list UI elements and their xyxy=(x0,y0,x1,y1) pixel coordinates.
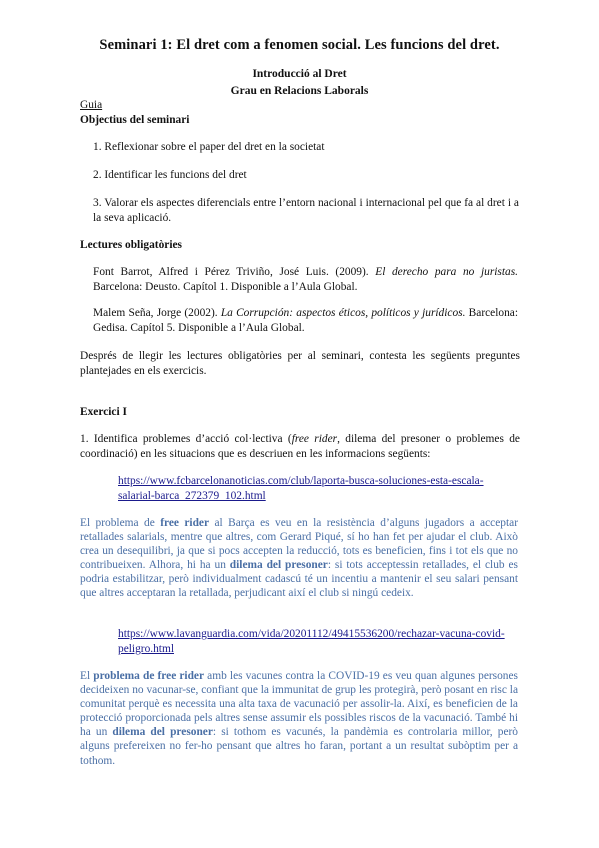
instructions-text: Després de llegir les lectures obligatòries per al seminari, contesta les següents preguntes plantejades en els exercicis. xyxy=(80,350,520,377)
answer-text: El problema de free rider al Barça es veu en la resistència d’alguns jugadors a acceptar retallades salarials, mentre que altres, com Gerard Piqué, sí ho han fet per ajudar el club. Això crea un desequilibri, ja que si pocs accepten la reducció, tots es beneficien, fins i tot els que no contribueixen. Alhora, hi ha un dilema del presoner: si tots acceptessin retallades, el club es podria estabilitzar, però individualment cadascú té un incentiu a mantenir el seu salari pensant que altres acceptaran la retallada, perjudicant així el club si ningú cedeix. xyxy=(80,517,518,600)
reading-authors: Font Barrot, Alfred i Pérez Triviño, José Luis. (2009). xyxy=(93,266,376,278)
objective-item: 3. Valorar els aspectes diferencials entre l’entorn nacional i internacional pel que fa al dret i a la seva aplicació. xyxy=(93,197,519,224)
news-link-lavanguardia[interactable]: https://www.lavanguardia.com/vida/20201112/49415536200/rechazar-vacuna-covid-peligro.html xyxy=(118,628,505,655)
prisoners-dilemma-term: dilema del presoner xyxy=(229,559,328,572)
course-name: Introducció al Dret xyxy=(252,68,347,80)
guia-label: Guia xyxy=(80,99,103,111)
reading-title: La Corrupción: aspectos éticos, políticos y jurídicos. xyxy=(220,307,466,319)
reading-reference xyxy=(93,265,518,295)
free-rider-term: free rider xyxy=(160,517,210,529)
reading-details: Barcelona: Gedisa. Capítol 5. Disponible a l’Aula Global. xyxy=(93,307,518,334)
degree-name: Grau en Relacions Laborals xyxy=(230,85,369,97)
document-title: Seminari 1: El dret com a fenomen social. Les funcions del dret. xyxy=(99,37,500,53)
reading-title: El derecho para no juristas. xyxy=(375,266,518,278)
prisoners-dilemma-term: dilema del presoner xyxy=(112,726,213,739)
news-link-fcbarcelona[interactable]: https://www.fcbarcelonanoticias.com/club/laporta-busca-soluciones-esta-escala-salarial-barca_272379_102.html xyxy=(118,475,484,502)
readings-heading: Lectures obligatòries xyxy=(80,239,182,251)
free-rider-term: free rider xyxy=(291,433,338,445)
exercise-heading: Exercici I xyxy=(80,406,127,418)
answer-text: El problema de free rider amb les vacunes contra la COVID-19 es veu quan algunes persones decideixen no vacunar-se, confiant que la immunitat de grup les protegirà, però posant en risc la comunitat perquè es necessita una alta taxa de vacunació per assolir-la. Així, es beneficien de la protecció proporcionada pels altres sense assumir els possibles riscos de la vacunació. També hi ha un dilema del presoner: si tothom es vacunés, la pandèmia es controlaria millor, però alguns prefereixen no fer-ho pensant que altres ho faran, portant a un resultat subòptim per a tothom. xyxy=(80,670,518,767)
objectives-heading: Objectius del seminari xyxy=(80,114,190,126)
reading-reference xyxy=(93,306,518,336)
free-rider-term: problema de free rider xyxy=(93,670,205,682)
reading-authors: Malem Seña, Jorge (2002). xyxy=(93,307,221,319)
reading-details: Barcelona: Deusto. Capítol 1. Disponible a l’Aula Global. xyxy=(93,281,358,293)
objective-item: 2. Identificar les funcions del dret xyxy=(93,169,247,181)
objective-item: 1. Reflexionar sobre el paper del dret en la societat xyxy=(93,141,325,153)
question-text: 1. Identifica problemes d’acció col·lectiva (free rider, dilema del presoner o problemes de coordinació) en les situacions que es descriuen en les informacions següents: xyxy=(80,433,520,460)
